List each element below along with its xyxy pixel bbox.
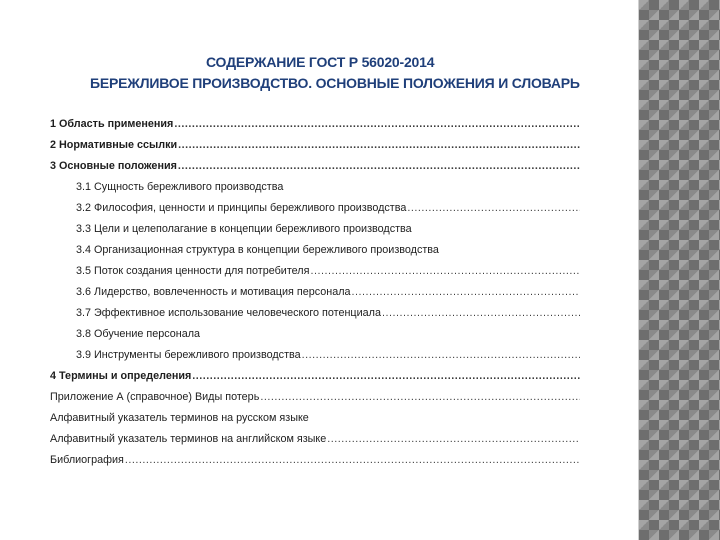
toc-entry-label: 3.6 Лидерство, вовлеченность и мотивация персонала — [76, 286, 351, 298]
toc-entry — [50, 223, 580, 244]
toc-entry — [50, 349, 580, 370]
toc-entry — [50, 244, 580, 265]
toc-entry — [50, 307, 580, 328]
toc-entry — [50, 202, 580, 223]
toc-entry — [50, 118, 580, 139]
toc-entry — [50, 160, 580, 181]
title-line-2: БЕРЕЖЛИВОЕ ПРОИЗВОДСТВО. ОСНОВНЫЕ ПОЛОЖЕНИЯ И СЛОВАРЬ — [90, 75, 580, 91]
toc-entry — [50, 391, 580, 412]
toc-entry-label: 3.5 Поток создания ценности для потребителя — [76, 265, 310, 277]
toc-entry — [50, 433, 580, 454]
toc-entry — [50, 265, 580, 286]
dot-leader — [327, 433, 580, 445]
dot-leader — [302, 349, 580, 361]
document-title — [90, 52, 590, 94]
toc-entry-label: 4 Термины и определения — [50, 370, 192, 382]
dot-leader — [382, 307, 580, 319]
toc-entry-label: Библиография — [50, 454, 124, 466]
dot-leader — [125, 454, 580, 466]
dot-leader — [178, 160, 580, 172]
toc-entry-label: 3.4 Организационная структура в концепции бережливого производства — [76, 244, 439, 256]
toc-entry — [50, 370, 580, 391]
toc-entry — [50, 181, 580, 202]
toc-entry — [50, 328, 580, 349]
dot-leader — [192, 370, 580, 382]
toc-entry-label: 2 Нормативные ссылки — [50, 139, 178, 151]
toc-entry — [50, 454, 580, 475]
dot-leader — [174, 118, 580, 130]
toc-entry — [50, 286, 580, 307]
toc-entry-label: 1 Область применения — [50, 118, 174, 130]
toc-entry — [50, 139, 580, 160]
decorative-pattern-strip — [638, 0, 720, 540]
toc-entry-label: 3.2 Философия, ценности и принципы бережливого производства — [76, 202, 407, 214]
dot-leader — [178, 139, 580, 151]
table-of-contents — [50, 118, 580, 475]
toc-entry-label: 3.7 Эффективное использование человеческого потенциала — [76, 307, 381, 319]
toc-entry-label: Приложение А (справочное) Виды потерь — [50, 391, 260, 403]
toc-entry-label: 3.9 Инструменты бережливого производства — [76, 349, 301, 361]
dot-leader — [407, 202, 580, 214]
title-line-1: СОДЕРЖАНИЕ ГОСТ Р 56020-2014 — [206, 54, 435, 70]
dot-leader — [260, 391, 580, 403]
dot-leader — [310, 265, 580, 277]
toc-entry-label: 3 Основные положения — [50, 160, 177, 172]
toc-entry-label: Алфавитный указатель терминов на русском языке — [50, 412, 309, 424]
toc-entry — [50, 412, 580, 433]
toc-entry-label: 3.1 Сущность бережливого производства — [76, 181, 284, 193]
toc-entry-label: 3.8 Обучение персонала — [76, 328, 201, 340]
toc-entry-label: 3.3 Цели и целеполагание в концепции бережливого производства — [76, 223, 412, 235]
toc-entry-label: Алфавитный указатель терминов на английском языке — [50, 433, 327, 445]
dot-leader — [352, 286, 580, 298]
